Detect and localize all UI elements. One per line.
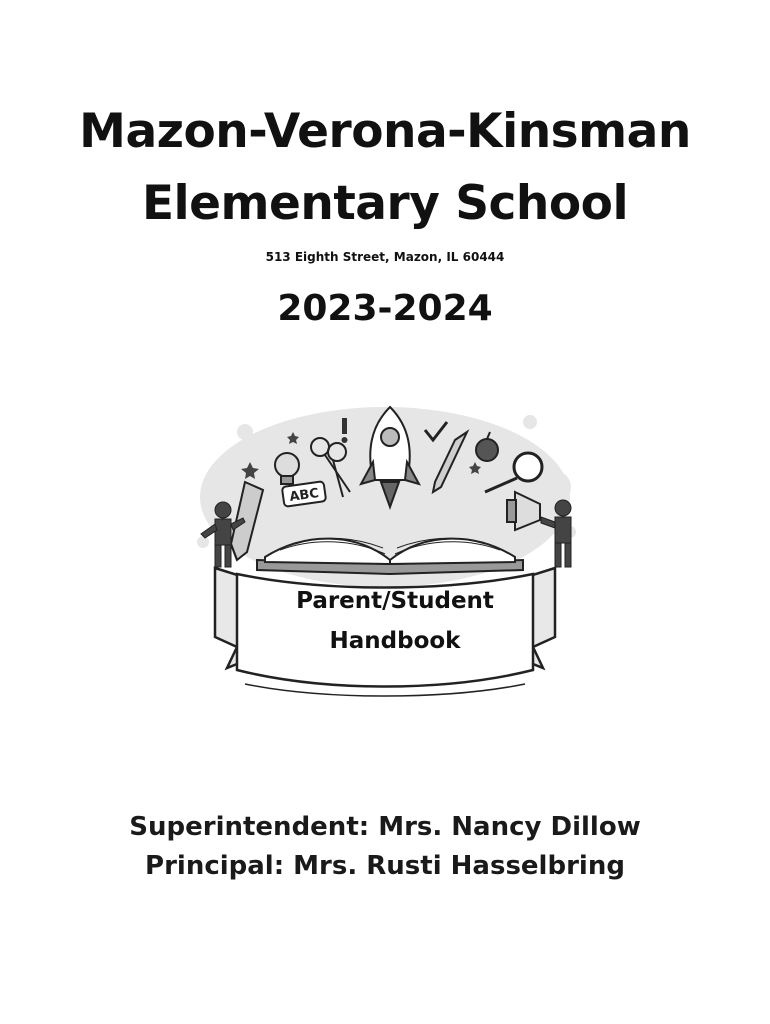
abc-label: ABC: [288, 486, 320, 505]
exclamation-icon: [342, 418, 348, 443]
banner-title-line2: Handbook: [329, 628, 461, 654]
school-address: 513 Eighth Street, Mazon, IL 60444: [265, 250, 505, 264]
principal-line: Principal: Mrs. Rusti Hasselbring: [145, 851, 625, 881]
superintendent-line: Superintendent: Mrs. Nancy Dillow: [129, 812, 641, 842]
school-name-line1: Mazon-Verona-Kinsman: [79, 104, 691, 159]
banner-title-line1: Parent/Student: [296, 588, 494, 614]
school-year: 2023-2024: [277, 288, 493, 329]
handbook-illustration: [185, 392, 585, 702]
school-name-line2: Elementary School: [141, 176, 629, 231]
